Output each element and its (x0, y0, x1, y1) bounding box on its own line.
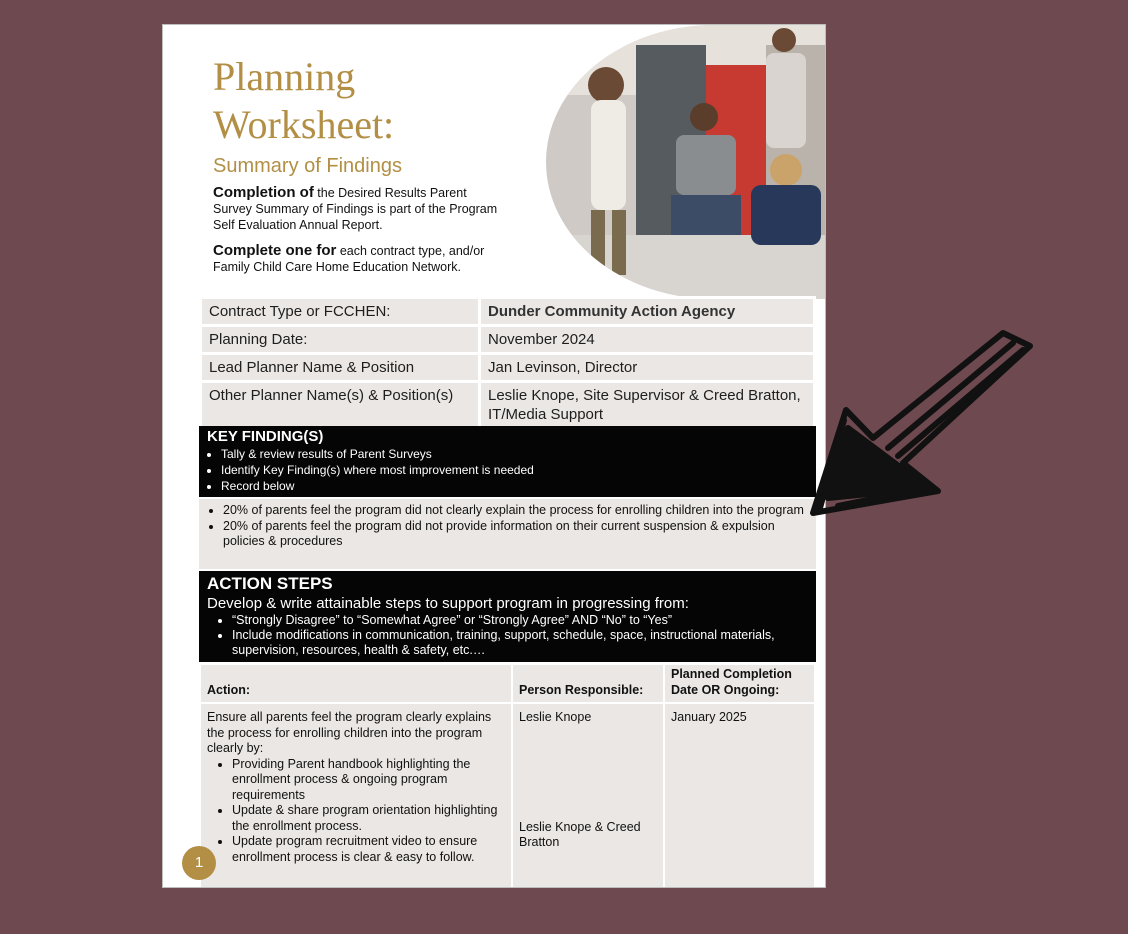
person-responsible-2: Leslie Knope & Creed Bratton (519, 819, 641, 849)
list-item: • Providing Parent handbook highlighting the enrollment process & ongoing program requirements (232, 757, 505, 804)
table-row (200, 703, 815, 888)
info-label: Lead Planner Name & Position (201, 354, 480, 382)
info-value: Leslie Knope, Site Supervisor & Creed Bratton, IT/Media Support (480, 382, 815, 429)
page-title (213, 53, 394, 149)
header-person: Person Responsible: (512, 664, 664, 703)
date-cell: January 2025 (664, 703, 815, 888)
page-number-badge: 1 (182, 846, 216, 880)
list-item: • Include modifications in communication, training, support, schedule, space, instructional materials, supervision, resources, health & safety, etc.… (232, 628, 808, 658)
title-line-2: Worksheet: (213, 102, 395, 147)
intro-completion-text: the Desired Results Parent Survey Summary of Findings is part of the Program Self Evaluation Annual Report. (213, 186, 498, 232)
worksheet-page (162, 24, 826, 888)
list-item: • Update & share program orientation highlighting the enrollment process. (232, 803, 505, 834)
info-value: November 2024 (480, 326, 815, 354)
intro-completion (213, 185, 503, 233)
table-row (201, 382, 815, 429)
table-row (201, 354, 815, 382)
info-label: Contract Type or FCCHEN: (201, 298, 480, 326)
action-cell (200, 703, 512, 888)
list-item: • “Strongly Disagree” to “Somewhat Agree” or “Strongly Agree” AND “No” to “Yes” (232, 613, 808, 628)
list-item: • Update program recruitment video to ensure enrollment process is clear & easy to follow. (232, 834, 505, 865)
list-item: • Record below (221, 478, 808, 494)
table-row (201, 298, 815, 326)
finding-item: • 20% of parents feel the program did not clearly explain the process for enrolling children into the program (223, 503, 806, 519)
team-photo (546, 25, 826, 299)
info-table (199, 296, 816, 430)
table-row (201, 326, 815, 354)
person-cell (512, 703, 664, 888)
action-intro: Ensure all parents feel the program clearly explains the process for enrolling children into the program clearly by: (207, 710, 492, 755)
title-line-1: Planning (213, 54, 356, 99)
list-item: • Tally & review results of Parent Surveys (221, 446, 808, 462)
person-responsible-1: Leslie Knope (519, 710, 592, 724)
header-action: Action: (200, 664, 512, 703)
key-findings-instructions (207, 446, 808, 494)
intro-complete-one (213, 243, 503, 275)
list-item: • Identify Key Finding(s) where most improvement is needed (221, 462, 808, 478)
action-steps-heading: ACTION STEPS (207, 574, 333, 593)
intro-complete-one-bold: Complete one for (213, 242, 337, 259)
action-steps-subheading: Develop & write attainable steps to support program in progressing from: (207, 595, 689, 612)
action-table (199, 663, 816, 888)
info-label: Planning Date: (201, 326, 480, 354)
intro-complete-one-text: each contract type, and/or Family Child Care Home Education Network. (213, 244, 485, 274)
info-label: Other Planner Name(s) & Position(s) (201, 382, 480, 429)
key-findings-list (199, 499, 816, 569)
finding-item: • 20% of parents feel the program did not provide information on their current suspension & expulsion policies & procedures (223, 519, 806, 550)
intro-completion-bold: Completion of (213, 184, 314, 201)
key-findings-header (199, 426, 816, 497)
header-date: Planned Completion Date OR Ongoing: (664, 664, 815, 703)
info-value: Dunder Community Action Agency (480, 298, 815, 326)
action-steps-header (199, 571, 816, 662)
table-header-row (200, 664, 815, 703)
info-value: Jan Levinson, Director (480, 354, 815, 382)
page-subtitle: Summary of Findings (213, 155, 402, 177)
arrow-pointer-icon (808, 328, 1048, 523)
key-findings-heading: KEY FINDING(S) (207, 428, 324, 445)
